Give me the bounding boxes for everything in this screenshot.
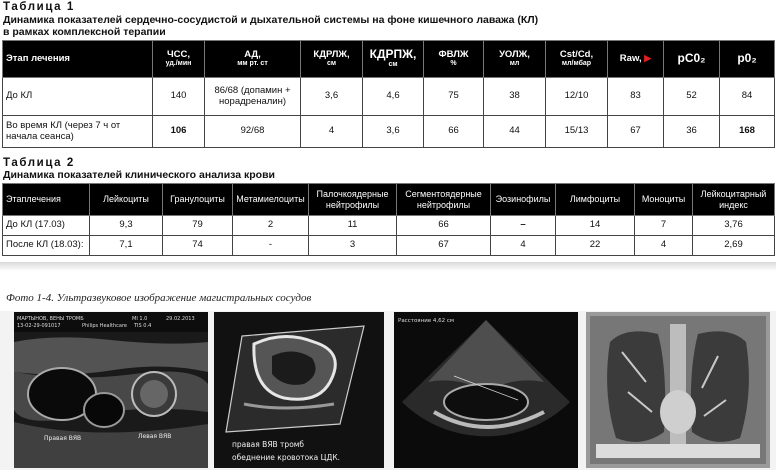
table-row — [3, 236, 775, 256]
table1-cell: 3,6 — [363, 116, 424, 148]
table2-cell: 4 — [491, 236, 556, 256]
table2-cell: 67 — [397, 236, 491, 256]
photo1-subheader-mid: Philips Healthcare — [82, 323, 127, 329]
table2-header-row — [3, 184, 775, 216]
table2-header-leukocytes: Лейкоциты — [90, 184, 163, 216]
table2-header-monocytes: Моноциты — [635, 184, 693, 216]
photo1-label-left-ijv: Левая ВЯВ — [138, 433, 172, 440]
table1-header-kdrlzh: КДРЛЖ, см — [301, 41, 363, 78]
table1-header-raw: Raw, ▶ — [608, 41, 664, 78]
table1-cell: 75 — [424, 78, 484, 116]
table1-header-cst-cd: Cst/Cd, мл/мбар — [546, 41, 608, 78]
table2-cell: 2,69 — [693, 236, 775, 256]
table1-cell: 168 — [720, 116, 775, 148]
ultrasound-photo-1 — [14, 312, 208, 468]
table1-title-line2: в рамках комплексной терапии — [3, 26, 166, 38]
table1-cell: 12/10 — [546, 78, 608, 116]
table2-cell: 7,1 — [90, 236, 163, 256]
table2-cell: 9,3 — [90, 216, 163, 236]
table1 — [2, 40, 775, 148]
table1-cell: 140 — [153, 78, 205, 116]
table2-cell: - — [233, 236, 309, 256]
table2-cell: 79 — [163, 216, 233, 236]
photo1-header-left: МАРТЫНОВ, ВЕНЫ ТРОМБ — [17, 316, 84, 322]
table2-cell: 74 — [163, 236, 233, 256]
table1-cell: До КЛ — [3, 78, 153, 116]
table1-cell: 67 — [608, 116, 664, 148]
table1-cell: 84 — [720, 78, 775, 116]
table2-header-leukocyte-index: Лейкоцитарный индекс — [693, 184, 775, 216]
table2-header-metamyelocytes: Метамиелоциты — [233, 184, 309, 216]
table-row — [3, 78, 775, 116]
photo3-header: Расстояние 4,62 см — [398, 318, 455, 324]
table2-header-stage: Этаплечения — [3, 184, 90, 216]
photo1-subheader-right: TIS 0.4 — [134, 323, 152, 329]
table1-header-uolzh: УОЛЖ, мл — [484, 41, 546, 78]
photo2-label-line1: правая ВЯВ тромб — [232, 440, 305, 449]
table2-cell: 3 — [309, 236, 397, 256]
red-arrow-icon: ▶ — [644, 53, 652, 64]
section-divider-shadow — [0, 262, 776, 271]
table-row — [3, 116, 775, 148]
table2-cell: 11 — [309, 216, 397, 236]
ct-photo-4 — [586, 312, 770, 468]
table2-header-eosinophils: Эозинофилы — [491, 184, 556, 216]
table2-cell: 66 — [397, 216, 491, 236]
table1-header-hr: ЧСС, уд./мин — [153, 41, 205, 78]
table2-cell: – — [491, 216, 556, 236]
table1-title: Динамика показателей сердечно-сосудистой и дыхательной системы на фоне кишечного лаважа (КЛ) — [3, 14, 539, 26]
table1-header-kdrpzh: КДРПЖ, см — [363, 41, 424, 78]
table1-cell: 3,6 — [301, 78, 363, 116]
table-row — [3, 216, 775, 236]
photo2-label-line2: обеднение кровотока ЦДК. — [232, 453, 341, 462]
table2-cell: 22 — [556, 236, 635, 256]
table1-header-po2: p0₂ — [720, 41, 775, 78]
table1-cell: 52 — [664, 78, 720, 116]
table1-cell: 38 — [484, 78, 546, 116]
photo1-header-right: 29.02.2013 — [166, 316, 195, 322]
table2-cell: 14 — [556, 216, 635, 236]
table1-number: Таблица 1 — [3, 1, 75, 13]
table2-cell: 2 — [233, 216, 309, 236]
table1-header-pco2: pC0₂ — [664, 41, 720, 78]
table1-header-fvlzh: ФВЛЖ % — [424, 41, 484, 78]
table2-title: Динамика показателей клинического анализа крови — [3, 169, 275, 181]
table2-header-granulocytes: Гранулоциты — [163, 184, 233, 216]
table2-cell: 3,76 — [693, 216, 775, 236]
table2-cell: После КЛ (18.03): — [3, 236, 90, 256]
table1-cell: 44 — [484, 116, 546, 148]
table1-cell: 92/68 — [205, 116, 301, 148]
photo1-header-mid: MI 1.0 — [132, 316, 148, 322]
table2-header-lymphocytes: Лимфоциты — [556, 184, 635, 216]
photo-caption: Фото 1-4. Ультразвуковое изображение магистральных сосудов — [6, 292, 312, 304]
ultrasound-photo-2 — [214, 312, 384, 468]
table1-cell: 15/13 — [546, 116, 608, 148]
table1-cell: 36 — [664, 116, 720, 148]
table2-header-band-neutrophils: Палочкоядерные нейтрофилы — [309, 184, 397, 216]
table1-cell: 4,6 — [363, 78, 424, 116]
ultrasound-photo-3 — [394, 312, 578, 468]
table1-header-row — [3, 41, 775, 78]
table1-cell: 106 — [153, 116, 205, 148]
table1-cell: 4 — [301, 116, 363, 148]
table1-cell: Во время КЛ (через 7 ч от начала сеанса) — [3, 116, 153, 148]
table2-cell: 7 — [635, 216, 693, 236]
table1-cell: 66 — [424, 116, 484, 148]
table1-header-stage: Этап лечения — [3, 41, 153, 78]
table1-header-bp: АД, мм рт. ст — [205, 41, 301, 78]
photo1-label-right-ijv: Правая ВЯВ — [44, 435, 82, 442]
table2-header-segmented-neutrophils: Сегментоядерные нейтрофилы — [397, 184, 491, 216]
table2-cell: До КЛ (17.03) — [3, 216, 90, 236]
table2 — [2, 183, 775, 256]
table1-cell: 86/68 (допамин + норадреналин) — [205, 78, 301, 116]
table1-cell: 83 — [608, 78, 664, 116]
photo1-subheader-left: 13-02-29-091017 — [17, 323, 61, 329]
table2-number: Таблица 2 — [3, 157, 75, 169]
table2-cell: 4 — [635, 236, 693, 256]
